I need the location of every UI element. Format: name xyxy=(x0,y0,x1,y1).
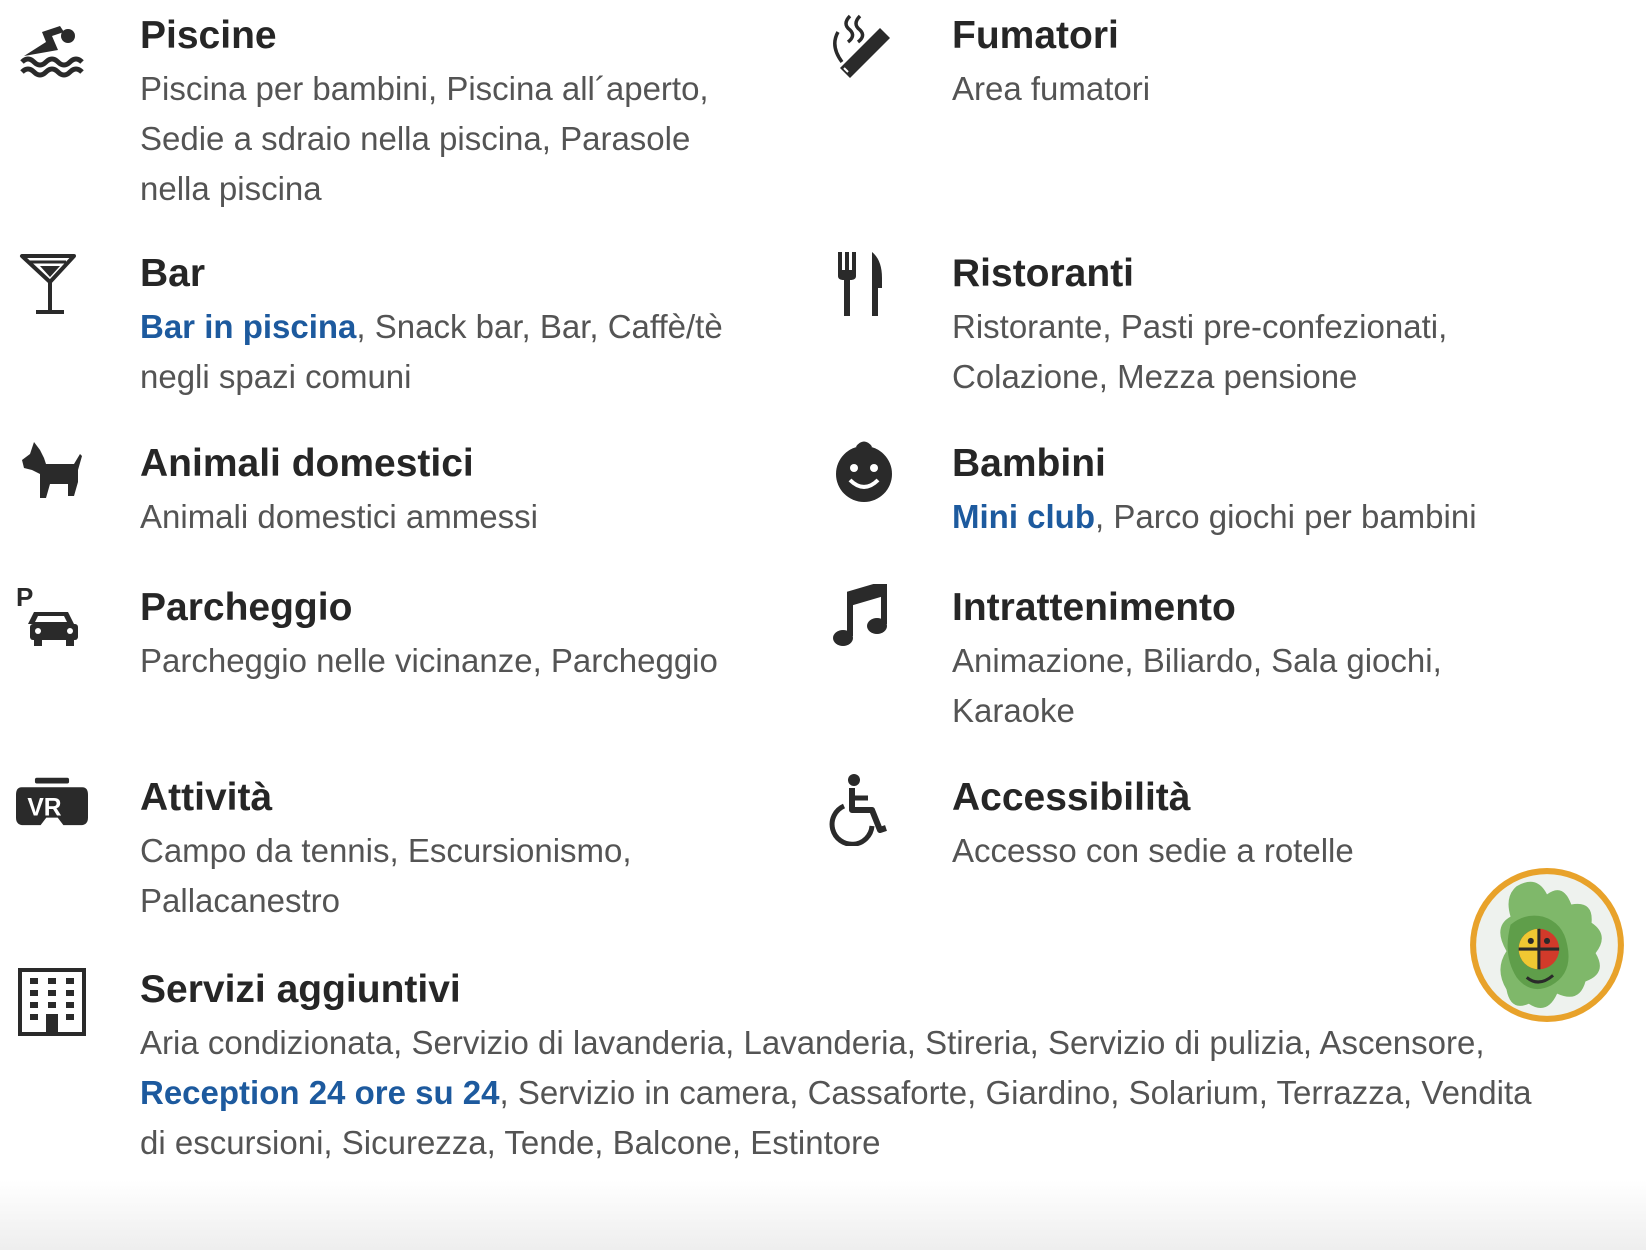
facility-desc xyxy=(952,492,1552,542)
facility-desc-rest: , Snack bar, Bar, Caffè/tè negli spazi comuni xyxy=(140,308,723,395)
cocktail-icon xyxy=(16,250,88,322)
facility-title: Ristoranti xyxy=(952,252,1135,295)
svg-text:P: P xyxy=(16,584,34,612)
facility-title: Animali domestici xyxy=(140,442,474,485)
reception-24h-link[interactable]: Reception 24 ore su 24 xyxy=(140,1074,500,1111)
building-icon xyxy=(16,966,88,1038)
swimmer-icon xyxy=(16,12,88,84)
cigarette-icon xyxy=(828,12,900,84)
facility-desc-after: , Servizio in camera, Cassaforte, Giardino, Solarium, Terrazza, Vendita di escursioni, Sicurezza, Tende, Balcone, Estintore xyxy=(140,1074,1532,1161)
bottom-fade xyxy=(0,1180,1646,1250)
facility-desc: Accesso con sedie a rotelle xyxy=(952,832,1354,869)
facility-title: Accessibilità xyxy=(952,776,1191,819)
facility-title: Fumatori xyxy=(952,14,1119,57)
music-note-icon xyxy=(828,584,900,656)
facility-desc-before: Aria condizionata, Servizio di lavanderia, Lavanderia, Stireria, Servizio di pulizia, Ascensore, xyxy=(140,1024,1485,1061)
vr-label: VR xyxy=(27,794,62,822)
facility-title: Attività xyxy=(140,776,273,819)
facility-desc xyxy=(140,302,760,402)
bar-in-piscina-link[interactable]: Bar in piscina xyxy=(140,308,357,345)
facility-desc xyxy=(140,1018,1560,1168)
facility-title: Intrattenimento xyxy=(952,586,1236,629)
facility-title: Parcheggio xyxy=(140,586,353,629)
facility-title: Servizi aggiuntivi xyxy=(140,968,461,1011)
facility-desc: Parcheggio nelle vicinanze, Parcheggio xyxy=(140,642,718,679)
fork-knife-icon xyxy=(828,250,900,322)
wheelchair-icon xyxy=(828,774,900,846)
facility-desc: Area fumatori xyxy=(952,70,1151,107)
child-face-icon xyxy=(828,440,900,512)
facility-desc: Animazione, Biliardo, Sala giochi, Karaoke xyxy=(952,642,1442,729)
facility-title: Piscine xyxy=(140,14,277,57)
facility-desc: Piscina per bambini, Piscina all´aperto, Sedie a sdraio nella piscina, Parasole nella piscina xyxy=(140,70,709,207)
facility-title: Bar xyxy=(140,252,206,295)
vr-headset-icon xyxy=(16,774,88,846)
facility-title: Bambini xyxy=(952,442,1106,485)
mini-club-link[interactable]: Mini club xyxy=(952,498,1095,535)
facility-desc: Animali domestici ammessi xyxy=(140,498,538,535)
mascot-badge-icon[interactable] xyxy=(1466,864,1628,1026)
facility-desc-rest: , Parco giochi per bambini xyxy=(1095,498,1477,535)
facility-desc: Campo da tennis, Escursionismo, Pallacanestro xyxy=(140,832,632,919)
facility-desc: Ristorante, Pasti pre-confezionati, Colazione, Mezza pensione xyxy=(952,308,1448,395)
parking-car-icon xyxy=(16,584,88,656)
dog-icon xyxy=(16,440,88,512)
